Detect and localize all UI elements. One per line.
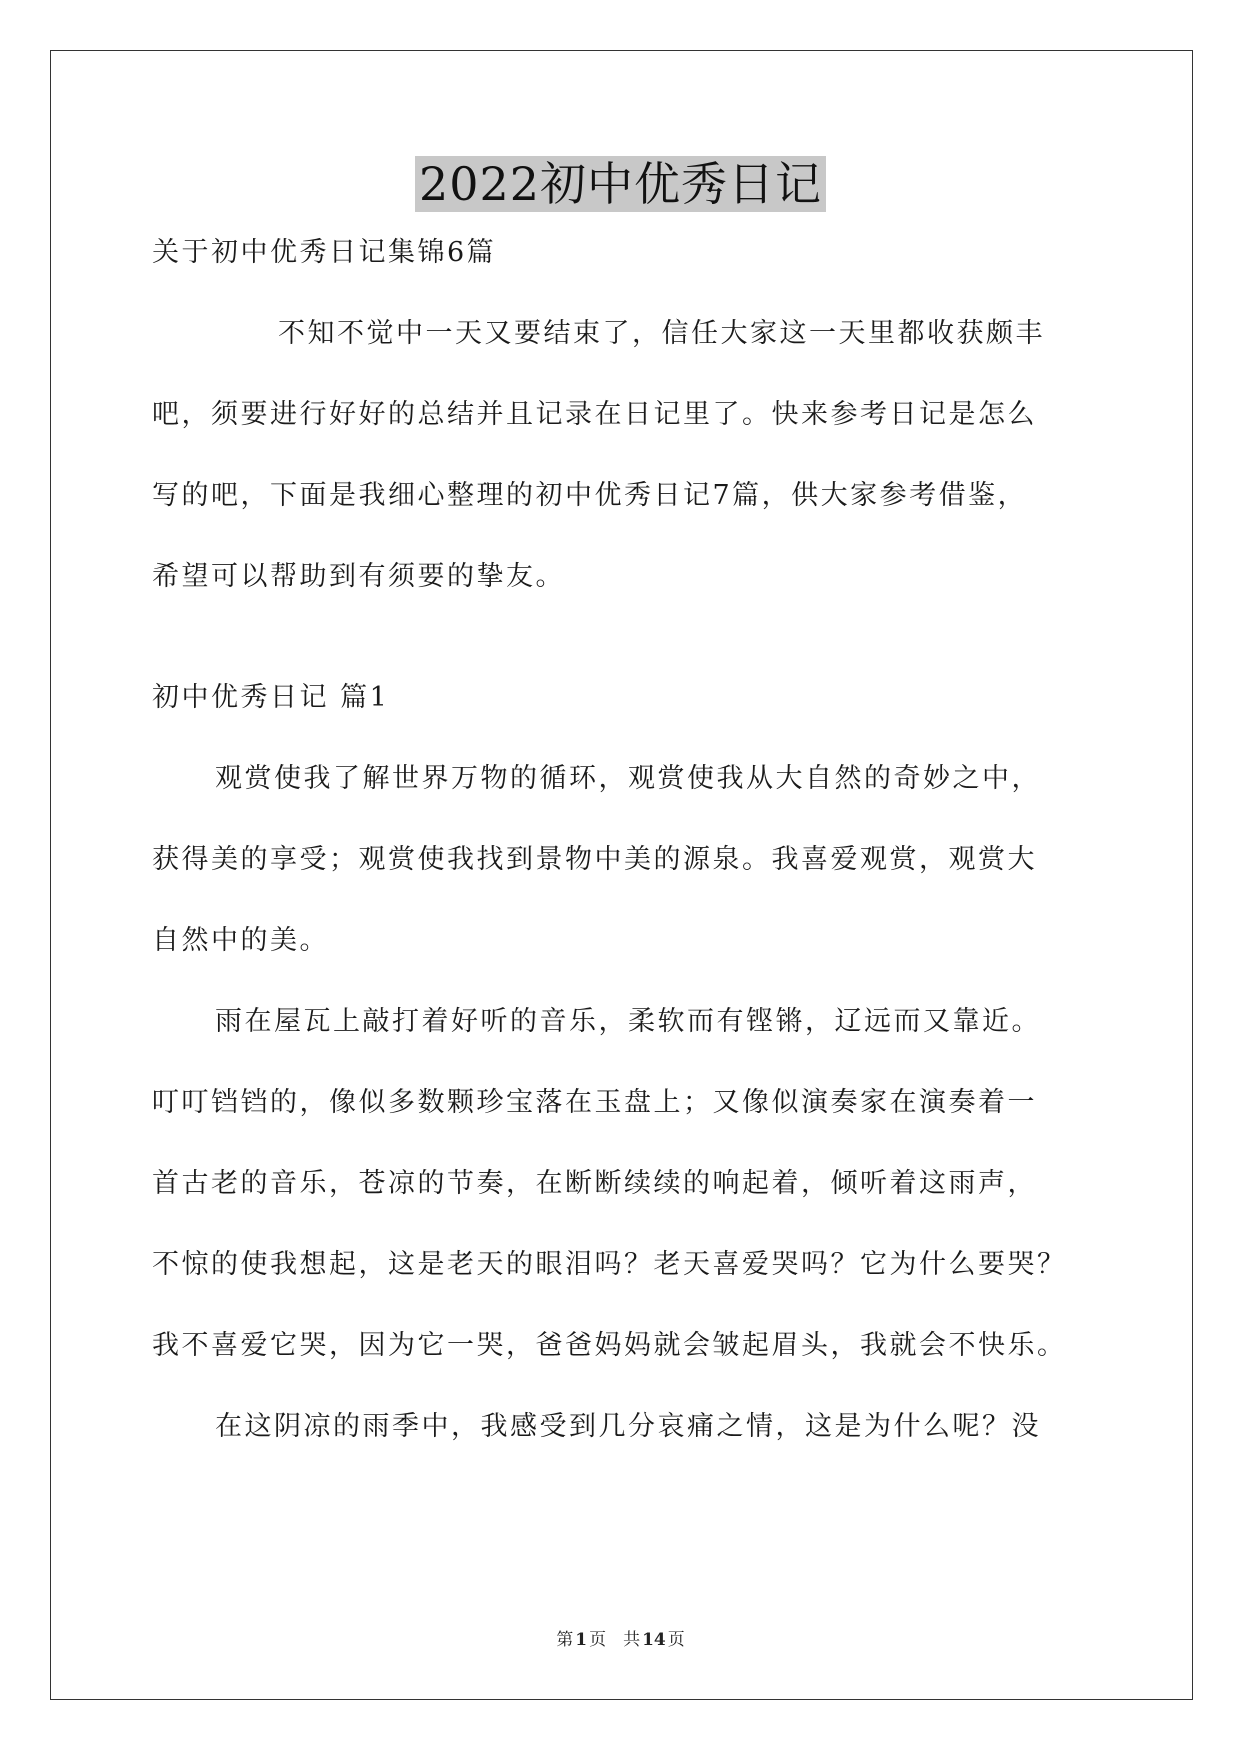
title-container xyxy=(0,156,1241,212)
intro-line: 希望可以帮助到有须要的挚友。 xyxy=(152,561,565,592)
paragraph-line: 叮叮铛铛的，像似多数颗珍宝落在玉盘上；又像似演奏家在演奏着一 xyxy=(152,1087,1037,1118)
subtitle-line: 关于初中优秀日记集锦6篇 xyxy=(152,237,497,268)
intro-line: 写的吧，下面是我细心整理的初中优秀日记7篇，供大家参考借鉴， xyxy=(152,480,1028,511)
document-subtitle xyxy=(152,212,1102,293)
paragraph-line: 我不喜爱它哭，因为它一哭，爸爸妈妈就会皱起眉头，我就会不快乐。 xyxy=(152,1330,1067,1361)
intro-line: 不知不觉中一天又要结束了，信任大家这一天里都收获颇丰 xyxy=(278,318,1045,349)
page-number-prefix: 第 xyxy=(556,1630,574,1650)
document-title: 2022初中优秀日记 xyxy=(415,156,826,212)
paragraph-3 xyxy=(152,1386,1102,1467)
section-heading-text: 初中优秀日记 篇1 xyxy=(152,682,390,713)
paragraph-line: 自然中的美。 xyxy=(152,925,329,956)
paragraph-1 xyxy=(152,738,1102,981)
intro-paragraph xyxy=(152,293,1102,617)
paragraph-line: 不惊的使我想起，这是老天的眼泪吗？老天喜爱哭吗？它为什么要哭？ xyxy=(152,1249,1067,1280)
paragraph-line: 观赏使我了解世界万物的循环，观赏使我从大自然的奇妙之中， xyxy=(215,763,1041,794)
page-number-current: 1 xyxy=(575,1630,588,1650)
page-number-mid: 页 共 xyxy=(589,1630,641,1650)
page-number-suffix: 页 xyxy=(667,1630,685,1650)
paragraph-line: 首古老的音乐，苍凉的节奏，在断断续续的响起着，倾听着这雨声， xyxy=(152,1168,1037,1199)
paragraph-line: 雨在屋瓦上敲打着好听的音乐，柔软而有铿锵，辽远而又靠近。 xyxy=(215,1006,1041,1037)
page-number-total: 14 xyxy=(642,1630,666,1650)
paragraph-line: 在这阴凉的雨季中，我感受到几分哀痛之情，这是为什么呢？没 xyxy=(215,1411,1041,1442)
intro-line: 吧，须要进行好好的总结并且记录在日记里了。快来参考日记是怎么 xyxy=(152,399,1037,430)
paragraph-line: 获得美的享受；观赏使我找到景物中美的源泉。我喜爱观赏，观赏大 xyxy=(152,844,1037,875)
page-footer xyxy=(0,1625,1241,1650)
paragraph-2 xyxy=(152,981,1102,1386)
section-heading xyxy=(152,657,1102,738)
